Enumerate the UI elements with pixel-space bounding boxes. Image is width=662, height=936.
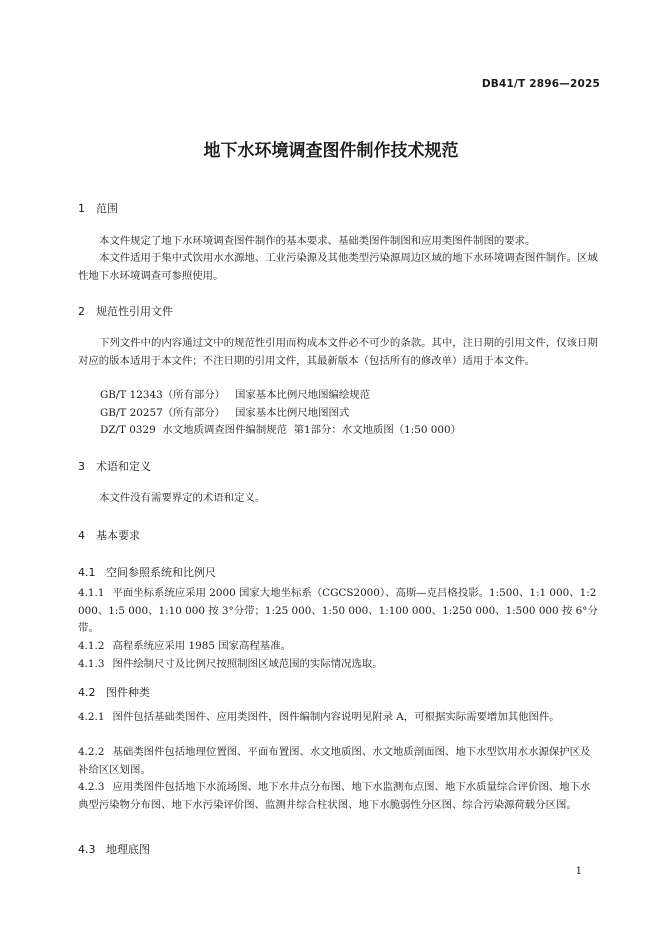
clause-4-2-3 <box>78 779 598 814</box>
paragraph: 本文件规定了地下水环境调查图件制作的基本要求、基础类图件制图和应用类图件制图的要求。 <box>99 235 536 247</box>
subsection-number: 4.3 <box>78 843 96 856</box>
clause-4-2-2 <box>78 744 598 779</box>
section-title: 规范性引用文件 <box>96 305 173 318</box>
clause-text: 图件绘制尺寸及比例尺按照制图区域范围的实际情况选取。 <box>112 658 383 670</box>
subsection-heading-4-1 <box>78 564 216 580</box>
reference-item: GB/T 12343（所有部分） 国家基本比例尺地图编绘规范 <box>100 389 371 401</box>
subsection-number: 4.2 <box>78 686 96 699</box>
clause-number: 4.1.1 <box>78 587 105 599</box>
paragraph: 下列文件中的内容通过文中的规范性引用而构成本文件必不可少的条款。其中，注日期的引用文件，仅该日期对应的版本适用于本文件；不注日期的引用文件，其最新版本（包括所有的修改单）适用于本文件。 <box>78 337 598 367</box>
clause-4-2-1 <box>78 709 598 727</box>
document-code: DB41/T 2896—2025 <box>481 78 600 90</box>
page-number: 1 <box>575 866 582 877</box>
clause-4-1-2 <box>78 638 598 656</box>
section-number: 2 <box>78 305 85 318</box>
document-title: 地下水环境调查图件制作技术规范 <box>203 141 459 161</box>
clause-text: 基础类图件包括地理位置图、平面布置图、水文地质图、水文地质剖面图、地下水型饮用水水源保护区及补给区区划图。 <box>78 746 591 776</box>
subsection-number: 4.1 <box>78 566 96 579</box>
subsection-heading-4-2 <box>78 684 150 700</box>
clause-4-1-3 <box>78 656 598 674</box>
subsection-title: 空间参照系统和比例尺 <box>106 566 216 579</box>
section-number: 4 <box>78 529 85 542</box>
clause-text: 应用类图件包括地下水流场图、地下水井点分布图、地下水监测布点图、地下水质量综合评价图、地下水典型污染物分布图、地下水污染评价图、监测井综合柱状图、地下水脆弱性分区图、综合污染源荷载分区图。 <box>78 781 591 811</box>
clause-4-1-1 <box>78 585 598 638</box>
paragraph: 本文件没有需要界定的术语和定义。 <box>99 492 266 504</box>
section-title: 基本要求 <box>96 529 140 542</box>
clause-text: 图件包括基础类图件、应用类图件，图件编制内容说明见附录 A，可根据实际需要增加其他图件。 <box>112 711 560 723</box>
section-title: 范围 <box>96 202 118 215</box>
clause-text: 高程系统应采用 1985 国家高程基准。 <box>112 640 291 652</box>
section-number: 1 <box>78 202 85 215</box>
subsection-title: 地理底图 <box>106 843 150 856</box>
section-heading-1 <box>78 200 118 216</box>
reference-item: DZ/T 0329 水文地质调查图件编制规范 第1部分：水文地质图（1:50 000） <box>100 424 462 436</box>
paragraph: 本文件适用于集中式饮用水水源地、工业污染源及其他类型污染源周边区域的地下水环境调查图件制作。区域性地下水环境调查可参照使用。 <box>78 252 598 282</box>
section-heading-2 <box>78 303 173 319</box>
section-number: 3 <box>78 460 85 473</box>
section-heading-3 <box>78 458 151 474</box>
clause-number: 4.1.3 <box>78 658 105 670</box>
reference-item: GB/T 20257（所有部分） 国家基本比例尺地图图式 <box>100 407 350 419</box>
subsection-title: 图件种类 <box>106 686 150 699</box>
clause-number: 4.1.2 <box>78 640 105 652</box>
section-title: 术语和定义 <box>96 460 151 473</box>
clause-number: 4.2.2 <box>78 746 105 758</box>
clause-number: 4.2.3 <box>78 781 105 793</box>
section-heading-4 <box>78 527 140 543</box>
clause-number: 4.2.1 <box>78 711 105 723</box>
clause-text: 平面坐标系统应采用 2000 国家大地坐标系（CGCS2000）、高斯—克吕格投影。1:500、1:1 000、1:2 000、1:5 000、1:10 000 按 3°分带；1:25 000、1:50 000、1:100 000、1:250 000、1:500 000 按 6°分带。 <box>78 587 598 634</box>
subsection-heading-4-3 <box>78 841 150 857</box>
